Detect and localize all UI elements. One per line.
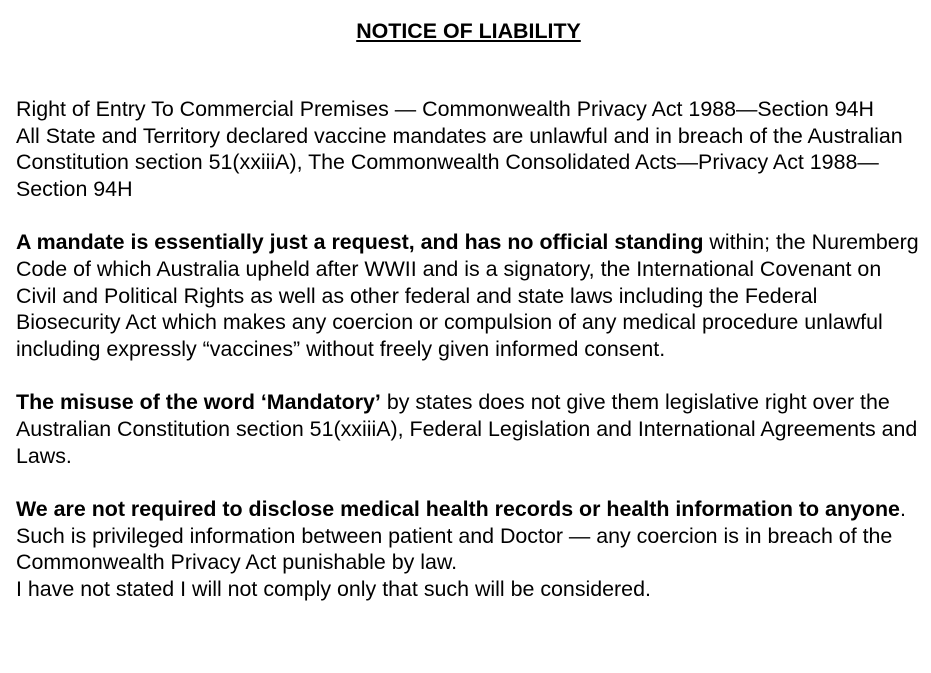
misuse-mandatory-text: by states does not give them legislative right over the Australian Constitution section 51(xxiiiA), Federal Legislation and International Agreements and Laws.: [16, 390, 918, 468]
paragraph-right-of-entry: [16, 96, 921, 203]
paragraph-misuse-mandatory: [16, 389, 921, 469]
mandate-request-bold: A mandate is essentially just a request, and has no official standing: [16, 230, 704, 255]
health-records-text: . Such is privileged information between patient and Doctor — any coercion is in breach of the Commonwealth Privacy Act punishable by law.: [16, 496, 906, 575]
health-records-bold: We are not required to disclose medical health records or health information to anyone: [16, 496, 900, 521]
mandate-request-text: within; the Nuremberg Code of which Australia upheld after WWII and is a signatory, the International Covenant on Civil and Political Rights as well as other federal and state laws including the Federal Biosecurity Act which makes any coercion or compulsion of any medical procedure unlawful including expressly “vaccines” without freely given informed consent.: [16, 230, 919, 362]
paragraph-health-records: [16, 496, 921, 603]
mandates-unlawful-line: All State and Territory declared vaccine mandates are unlawful and in breach of the Australian Constitution section 51(xxiiiA), The Commonwealth Consolidated Acts—Privacy Act 1988—Section 94H: [16, 123, 903, 202]
document: [16, 18, 921, 603]
comply-statement: I have not stated I will not comply only that such will be considered.: [16, 577, 651, 602]
paragraph-mandate-request: [16, 229, 921, 363]
right-of-entry-line: Right of Entry To Commercial Premises — Commonwealth Privacy Act 1988—Section 94H: [16, 97, 874, 121]
document-title: NOTICE OF LIABILITY: [356, 19, 581, 43]
misuse-mandatory-bold: The misuse of the word ‘Mandatory’: [16, 390, 381, 415]
